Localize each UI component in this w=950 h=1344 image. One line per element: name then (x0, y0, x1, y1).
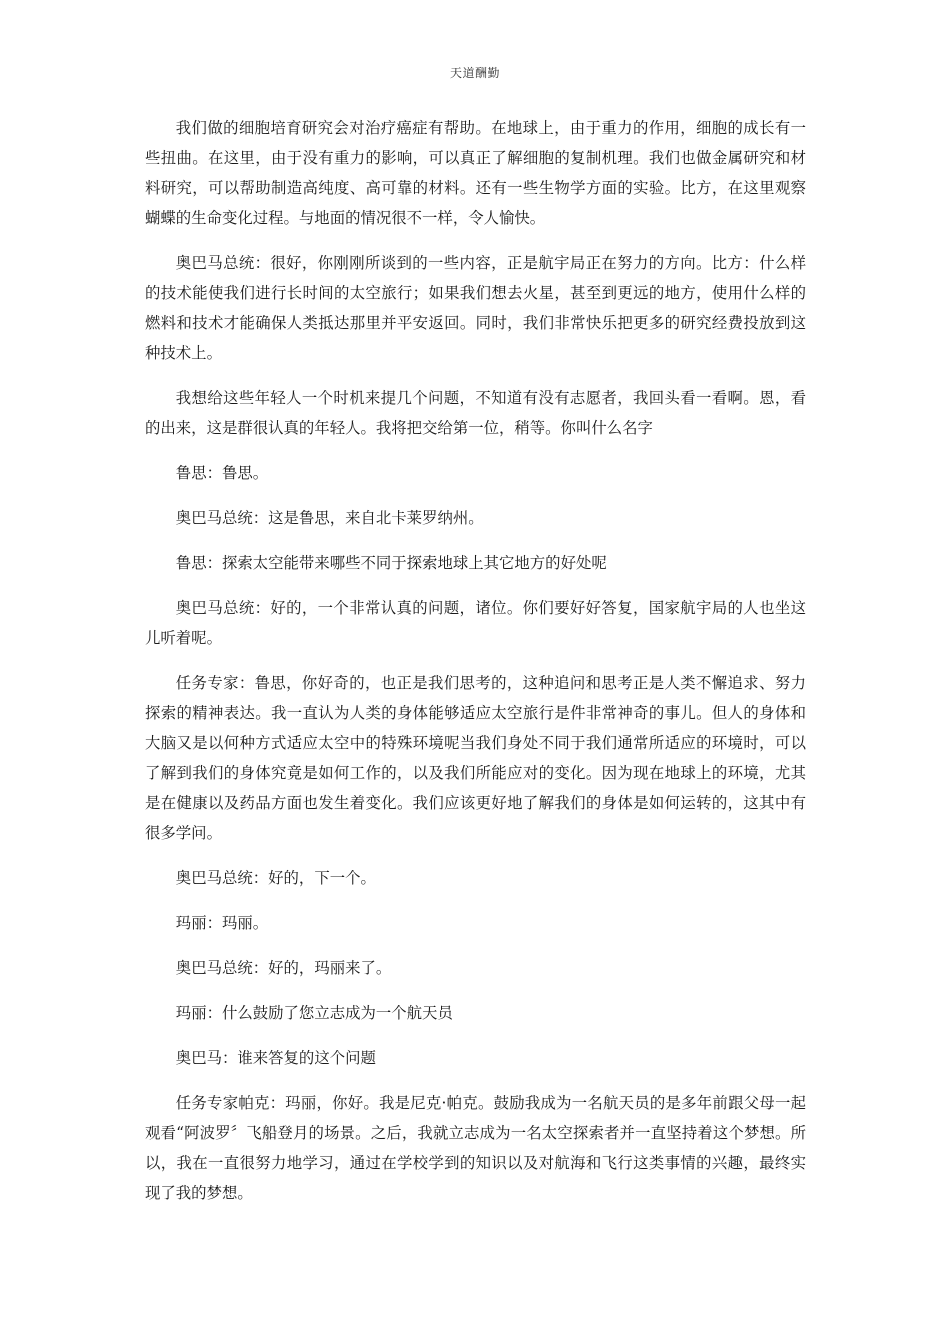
paragraph: 玛丽：玛丽。 (175, 914, 269, 932)
paragraph: 玛丽：什么鼓励了您立志成为一个航天员 (175, 1004, 453, 1022)
paragraph: 奥巴马总统：好的，玛丽来了。 (175, 959, 392, 977)
paragraph: 我们做的细胞培育研究会对治疗癌症有帮助。在地球上，由于重力的作用，细胞的成长有一些扭曲。在这里，由于没有重力的影响，可以真正了解细胞的复制机理。我们也做金属研究和材料研究，可以帮助制造高纯度、高可靠的材料。还有一些生物学方面的实验。比方，在这里观察蝴蝶的生命变化过程。与地面的情况很不一样，令人愉快。 (145, 119, 806, 227)
paragraph: 鲁思：探索太空能带来哪些不同于探索地球上其它地方的好处呢 (175, 554, 607, 572)
page-header: 天道酬勤 (449, 66, 500, 80)
paragraph: 奥巴马总统：好的，下一个。 (175, 869, 376, 887)
paragraph: 奥巴马：谁来答复的这个问题 (175, 1049, 376, 1067)
paragraph: 我想给这些年轻人一个时机来提几个问题，不知道有没有志愿者，我回头看一看啊。恩，看的出来，这是群很认真的年轻人。我将把交给第一位，稍等。你叫什么名字 (145, 389, 806, 437)
document-body (145, 113, 806, 1223)
paragraph: 奥巴马总统：好的，一个非常认真的问题，诸位。你们要好好答复，国家航宇局的人也坐这儿听着呢。 (145, 599, 806, 647)
paragraph: 任务专家帕克：玛丽，你好。我是尼克·帕克。鼓励我成为一名航天员的是多年前跟父母一起观看“阿波罗〞飞船登月的场景。之后，我就立志成为一名太空探索者并一直坚持着这个梦想。所以，我在一直很努力地学习，通过在学校学到的知识以及对航海和飞行这类事情的兴趣，最终实现了我的梦想。 (145, 1094, 806, 1202)
paragraph: 奥巴马总统：这是鲁思，来自北卡莱罗纳州。 (175, 509, 484, 527)
paragraph: 鲁思：鲁思。 (175, 464, 269, 482)
paragraph: 奥巴马总统：很好，你刚刚所谈到的一些内容，正是航宇局正在努力的方向。比方：什么样的技术能使我们进行长时间的太空旅行；如果我们想去火星，甚至到更远的地方，使用什么样的燃料和技术才能确保人类抵达那里并平安返回。同时，我们非常快乐把更多的研究经费投放到这种技术上。 (145, 254, 806, 362)
paragraph: 任务专家：鲁思，你好奇的，也正是我们思考的，这种追问和思考正是人类不懈追求、努力探索的精神表达。我一直认为人类的身体能够适应太空旅行是件非常神奇的事儿。但人的身体和大脑又是以何种方式适应太空中的特殊环境呢当我们身处不同于我们通常所适应的环境时，可以了解到我们的身体究竟是如何工作的，以及我们所能应对的变化。因为现在地球上的环境，尤其是在健康以及药品方面也发生着变化。我们应该更好地了解我们的身体是如何运转的，这其中有很多学问。 (145, 674, 806, 842)
